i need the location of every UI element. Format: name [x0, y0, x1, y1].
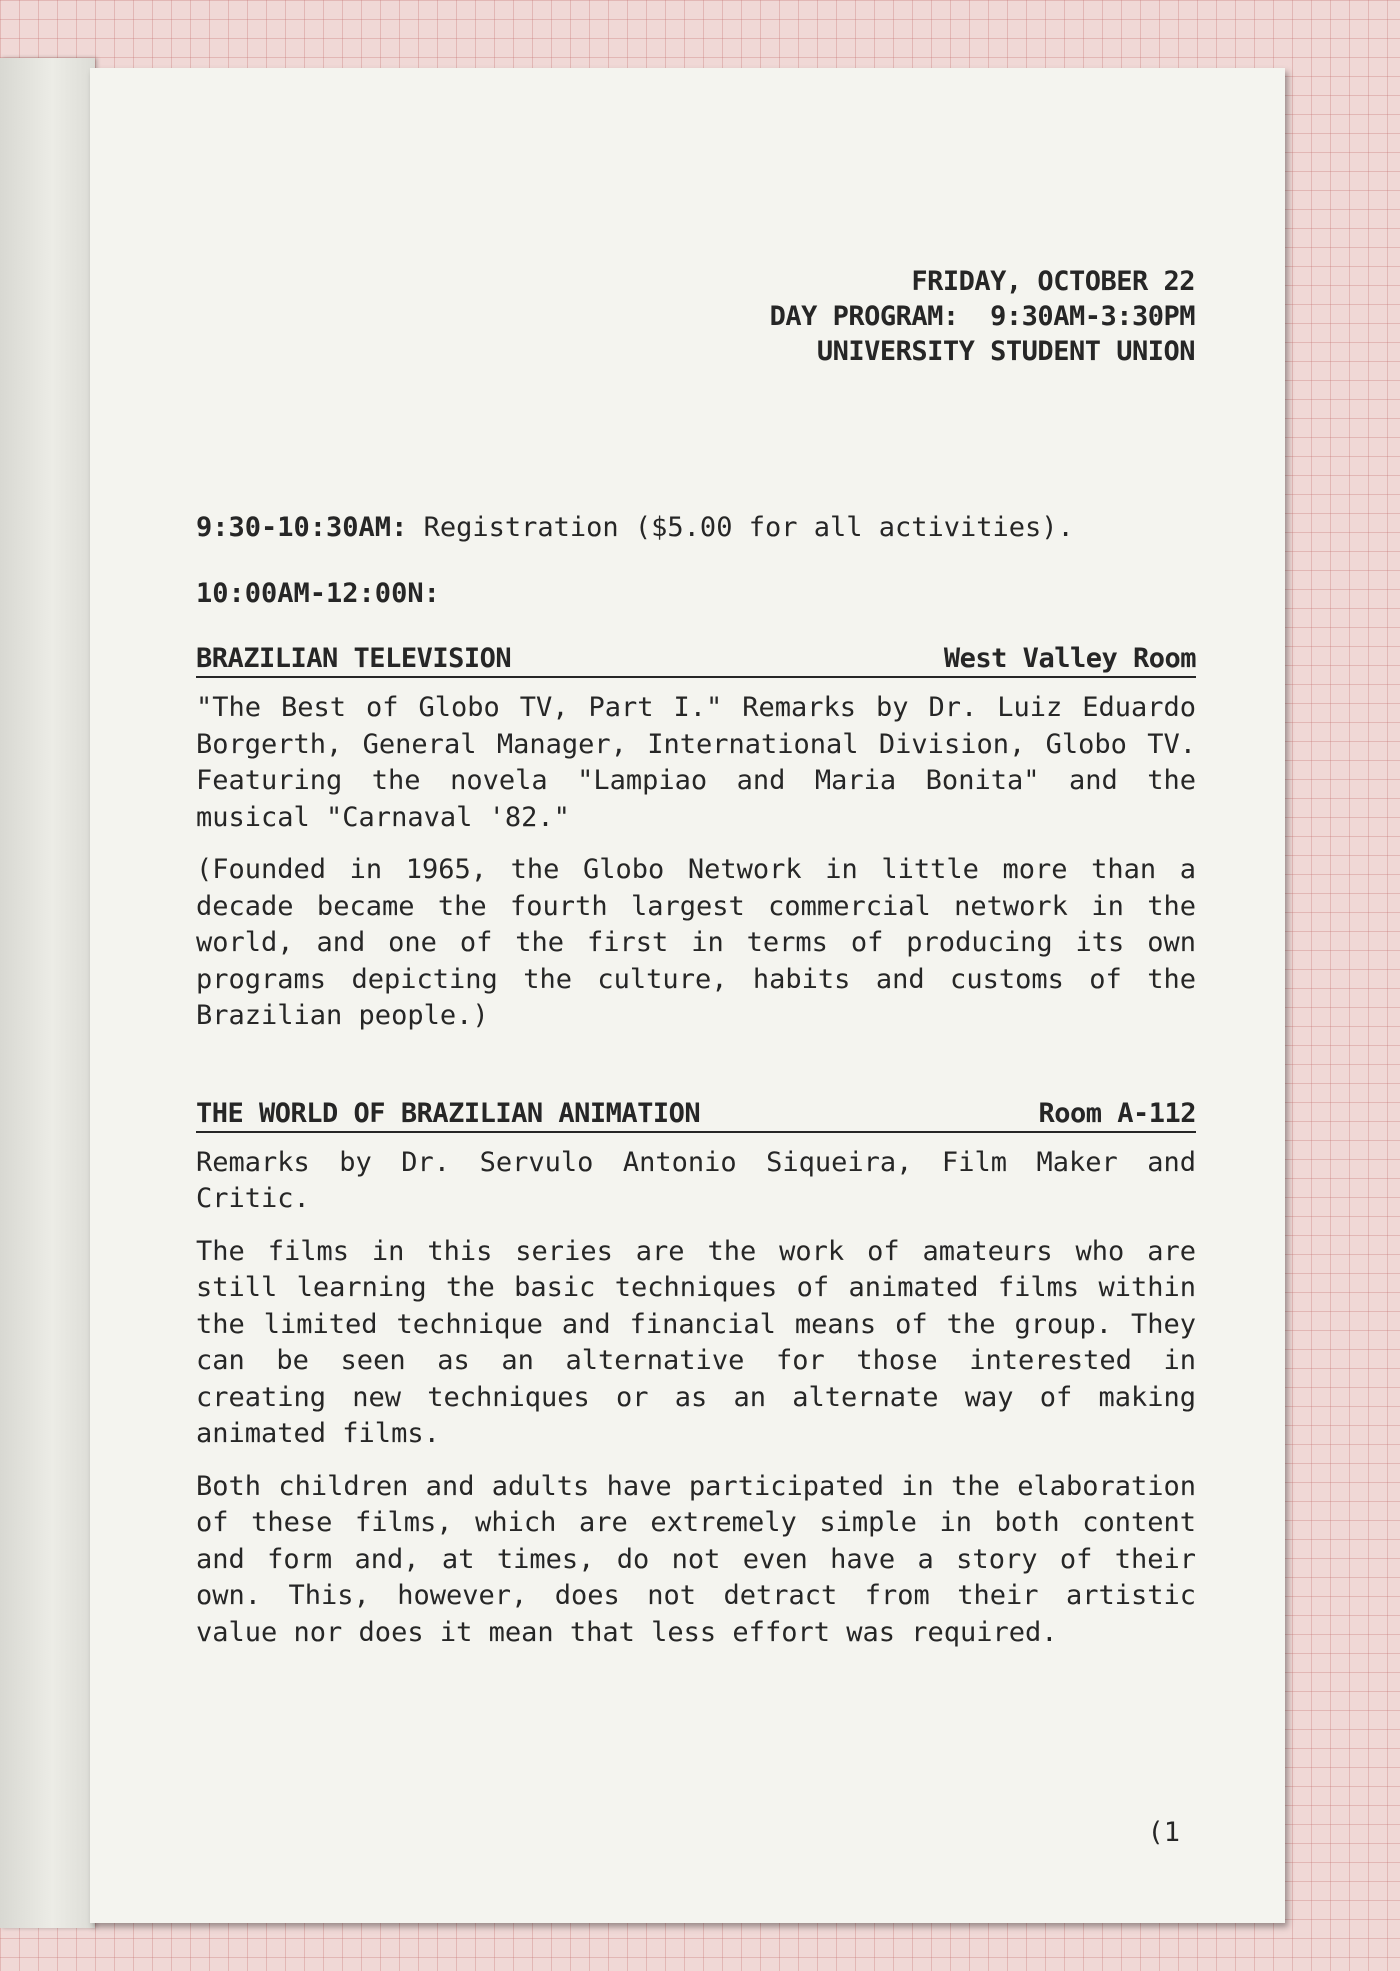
section-brazilian-television	[196, 642, 1196, 1035]
facing-page-edge	[0, 58, 95, 1928]
page-number: (1	[1147, 1817, 1180, 1848]
section-heading	[196, 1097, 1196, 1133]
header-day-program: DAY PROGRAM: 9:30AM-3:30PM	[769, 301, 1195, 332]
section-room: West Valley Room	[943, 643, 1196, 674]
program-content	[196, 510, 1196, 1667]
section-gap	[196, 1051, 1196, 1091]
section-paragraph: The films in this series are the work of amateurs who are still learning the basic techniques of animated films within the limited technique and financial means of the group. They can be seen as an alternative for those interested in creating new techniques or as an alternate way of making animated films.	[196, 1235, 1196, 1449]
session-time: 10:00AM-12:00N:	[196, 578, 440, 609]
registration-time: 9:30-10:30AM:	[196, 512, 408, 543]
section-room: Room A-112	[1038, 1097, 1196, 1129]
section-title: THE WORLD OF BRAZILIAN ANIMATION	[196, 1097, 701, 1129]
registration-line	[196, 510, 1196, 546]
section-paragraph: Both children and adults have participated in the elaboration of these films, which are extremely simple in both content and form and, at times, do not even have a story of their own. This, however, does not detract from their artistic value nor does it mean that less effort was required.	[196, 1470, 1196, 1648]
document-page	[90, 68, 1285, 1923]
header-date: FRIDAY, OCTOBER 22	[911, 266, 1195, 297]
section-brazilian-animation	[196, 1097, 1196, 1652]
section-paragraph: (Founded in 1965, the Globo Network in little more than a decade became the fourth largest commercial network in the world, and one of the first in terms of producing its own programs depicting the culture, habits and customs of the Brazilian people.)	[196, 854, 1196, 1031]
program-header	[770, 264, 1195, 369]
registration-text: Registration ($5.00 for all activities).	[423, 512, 1074, 543]
session-time-line	[196, 576, 1196, 612]
section-paragraph: Remarks by Dr. Servulo Antonio Siqueira, Film Maker and Critic.	[196, 1146, 1196, 1214]
section-heading	[196, 642, 1196, 678]
section-title: BRAZILIAN TELEVISION	[196, 643, 512, 674]
header-venue: UNIVERSITY STUDENT UNION	[816, 336, 1195, 367]
section-paragraph: "The Best of Globo TV, Part I." Remarks by Dr. Luiz Eduardo Borgerth, General Manager, International Division, Globo TV. Featuring the novela "Lampiao and Maria Bonita" and the musical "Carnaval '82."	[196, 692, 1196, 833]
